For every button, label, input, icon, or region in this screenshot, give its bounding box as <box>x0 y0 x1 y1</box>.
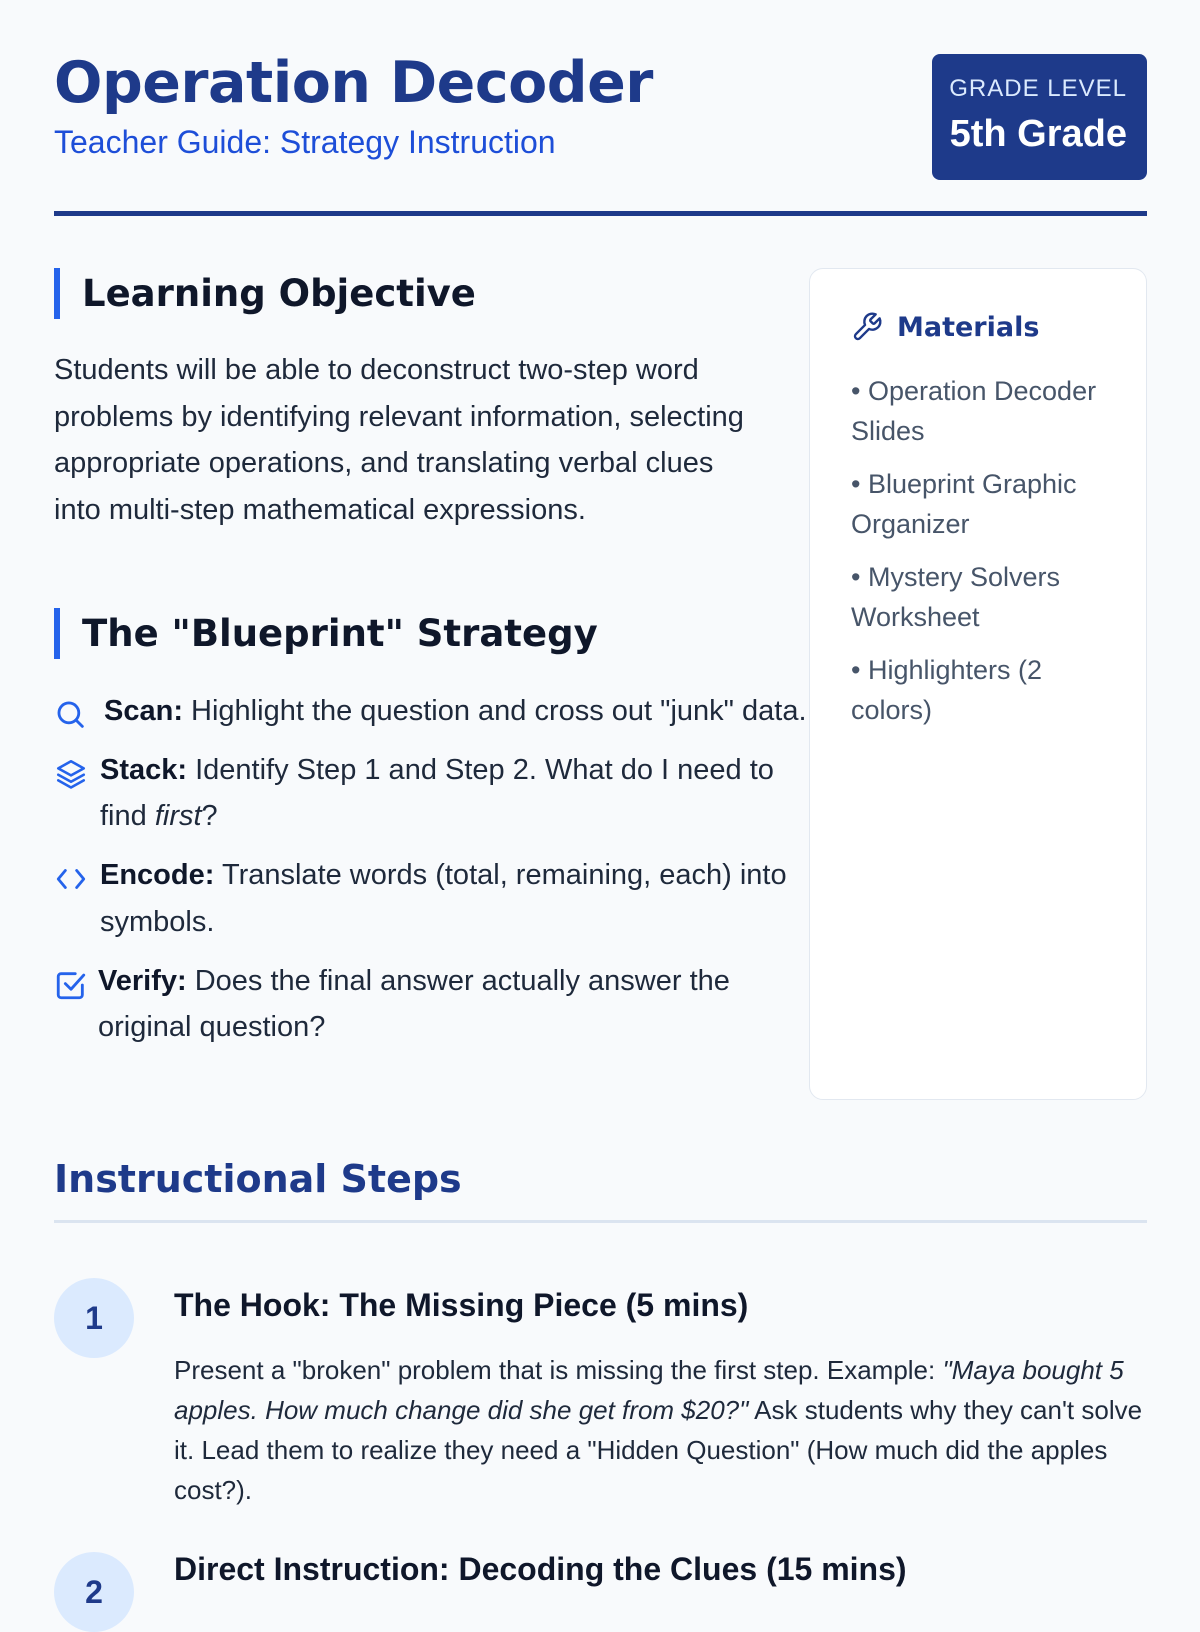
strategy-label: Scan: <box>104 695 183 727</box>
teacher-guide-page <box>54 0 1147 1610</box>
step-number: 1 <box>54 1278 134 1358</box>
strategy-label: Stack: <box>100 753 188 786</box>
step-title: The Hook: The Missing Piece (5 mins) <box>174 1287 749 1323</box>
strategy-text: Highlight the question and cross out "junk" data. <box>182 695 807 727</box>
search-icon <box>54 698 88 732</box>
step-number: 2 <box>54 1552 134 1632</box>
learning-objective-heading: Learning Objective <box>54 268 476 319</box>
step-example-quote: "Maya bought 5 apples. How much change did she get from $20?" <box>174 1355 1124 1425</box>
strategy-text-end: ? <box>201 800 218 833</box>
strategy-label: Encode: <box>100 859 215 892</box>
wrench-icon <box>851 311 883 343</box>
materials-item: • Operation Decoder Slides <box>851 376 1097 446</box>
strategy-list <box>54 688 814 1063</box>
strategy-item-verify <box>54 958 814 1051</box>
materials-card <box>809 268 1147 1100</box>
divider <box>54 1220 1147 1223</box>
grade-level-label: GRADE LEVEL <box>949 75 1127 102</box>
strategy-text: Does the final answer actually answer the original question? <box>98 964 730 1044</box>
blueprint-strategy-heading: The "Blueprint" Strategy <box>54 608 598 659</box>
strategy-emphasis: first <box>154 800 202 833</box>
materials-item: • Highlighters (2 colors) <box>851 655 1043 725</box>
materials-header <box>851 309 1106 345</box>
materials-item: • Mystery Solvers Worksheet <box>851 562 1060 632</box>
grade-level-badge <box>932 54 1147 180</box>
instructional-steps-heading: Instructional Steps <box>54 1157 462 1201</box>
grade-level-value: 5th Grade <box>949 113 1127 156</box>
materials-item: • Blueprint Graphic Organizer <box>851 469 1077 539</box>
strategy-item-scan <box>54 688 814 735</box>
page-subtitle: Teacher Guide: Strategy Instruction <box>54 124 556 160</box>
page-header <box>54 0 1147 216</box>
strategy-item-stack <box>54 747 814 840</box>
layers-icon <box>54 757 88 791</box>
step-title: Direct Instruction: Decoding the Clues (15 mins) <box>174 1551 907 1587</box>
materials-list <box>851 371 1106 730</box>
strategy-text: Identify Step 1 and Step 2. What do I need to find <box>100 753 774 833</box>
strategy-text: Translate words (total, remaining, each) into symbols. <box>100 859 787 938</box>
strategy-item-encode <box>54 852 814 945</box>
materials-title: Materials <box>897 311 1040 343</box>
learning-objective-text: Students will be able to deconstruct two-step word problems by identifying relevant information, selecting appropriate operations, and translating verbal clues into multi-step mathematical expressions. <box>54 354 744 527</box>
code-icon <box>54 862 88 896</box>
page-title: Operation Decoder <box>54 50 653 116</box>
strategy-label: Verify: <box>98 964 187 997</box>
step-desc-text-end: Ask students why they can't solve it. Lead them to realize they need a "Hidden Question" (How much did the apples cost?). <box>174 1395 1143 1505</box>
step-desc-text: Present a "broken" problem that is missing the first step. Example: <box>174 1355 943 1385</box>
checkbox-icon <box>54 968 88 1002</box>
step-description <box>174 1350 1149 1510</box>
